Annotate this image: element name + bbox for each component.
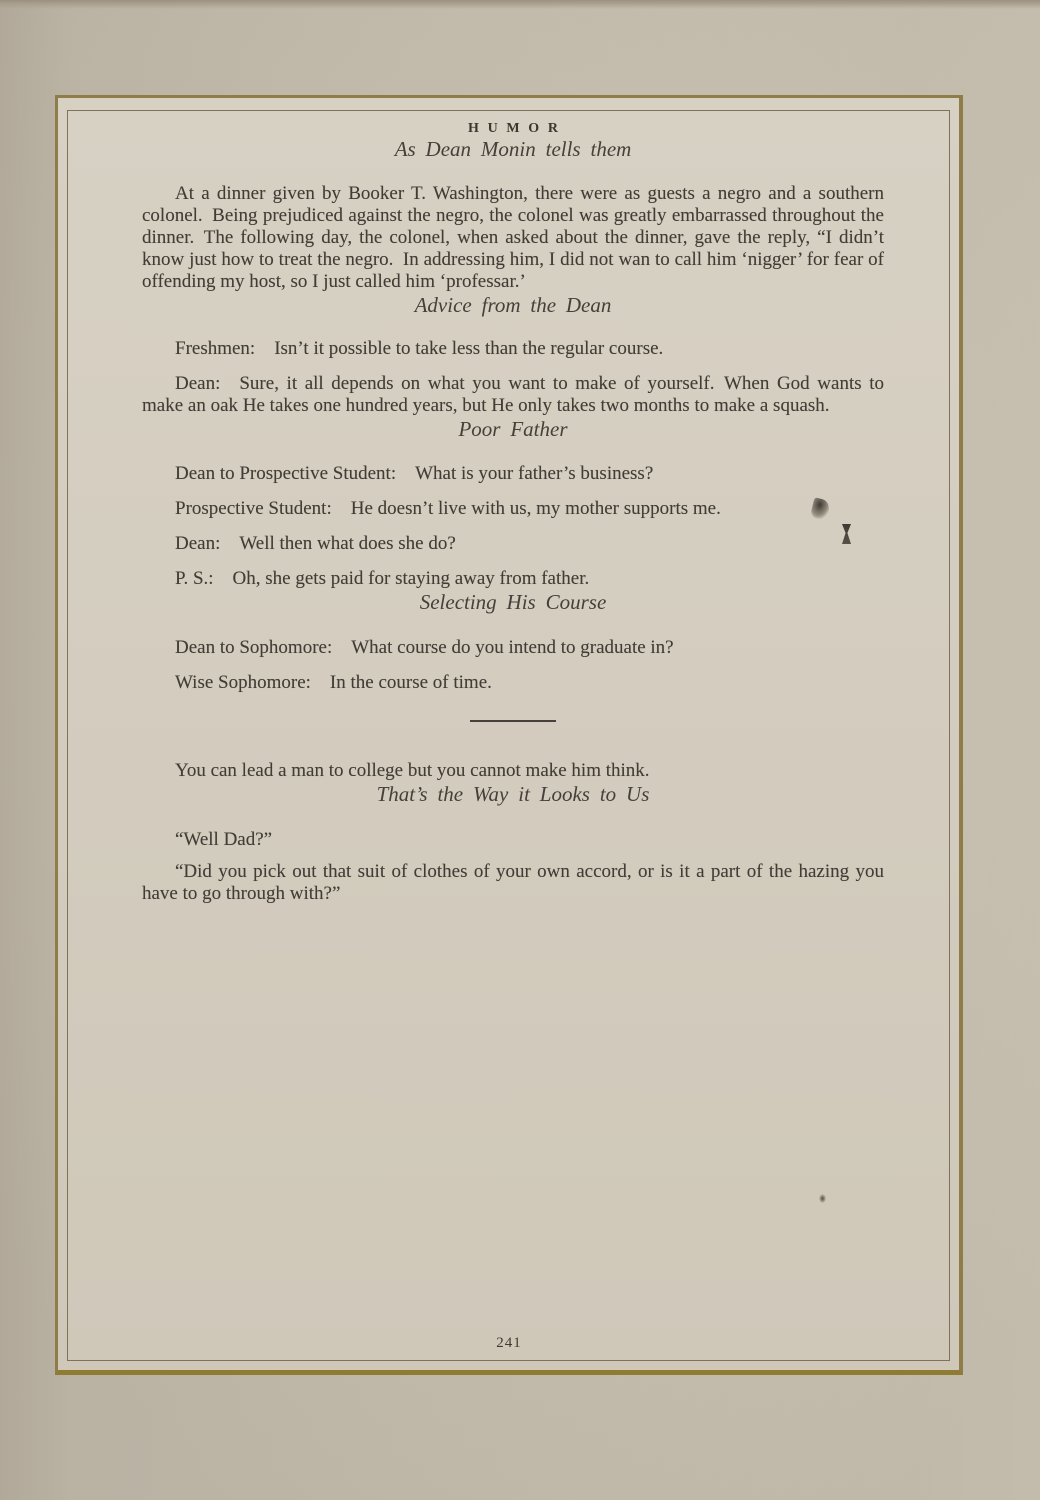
ink-smudge-speck: [819, 1194, 826, 1203]
dialogue-line-dean-advice: Dean: Sure, it all depends on what you want to make of yourself. When God wants to make an oak He takes one hundred years, but He only takes two months to make a squash.: [142, 373, 884, 416]
section-title-thats-the-way-it-looks-to-us: That’s the Way it Looks to Us: [376, 782, 650, 806]
dialogue-line-dean-to-prospective-student: Dean to Prospective Student: What is your father’s business?: [175, 463, 654, 484]
section-title-poor-father: Poor Father: [458, 417, 568, 441]
page-content: [68, 110, 950, 1360]
dialogue-line-prospective-student: Prospective Student: He doesn’t live with us, my mother supports me.: [175, 498, 721, 519]
section-title-selecting-his-course: Selecting His Course: [419, 590, 607, 614]
page-number: 241: [496, 1335, 522, 1351]
running-head: HUMOR: [468, 121, 567, 136]
dialogue-line-well-dad: “Well Dad?”: [175, 829, 273, 850]
dialogue-line-dean-to-sophomore: Dean to Sophomore: What course do you intend to graduate in?: [175, 637, 674, 658]
section-title-advice-from-the-dean: Advice from the Dean: [414, 293, 612, 317]
joke-paragraph-dinner: At a dinner given by Booker T. Washington, there were as guests a negro and a southern colonel. Being prejudiced against the negro, the colonel was greatly embarrassed throughout the dinner. The following day, the colonel, when asked about the dinner, gave the reply, “I didn’t know just how to treat the negro. In addressing him, I did not wan to call him ‘nigger’ for fear of offending my host, so I just called him ‘professar.’: [142, 183, 884, 292]
page-top-edge: [0, 0, 1040, 9]
section-title-as-dean-monin-tells-them: As Dean Monin tells them: [394, 137, 632, 161]
dialogue-line-suit-of-clothes: “Did you pick out that suit of clothes of your own accord, or is it a part of the hazing you have to go through with?”: [142, 861, 884, 904]
dialogue-line-wise-sophomore: Wise Sophomore: In the course of time.: [175, 672, 492, 693]
section-divider-rule: [470, 720, 556, 722]
dialogue-line-ps-answer: P. S.: Oh, she gets paid for staying away from father.: [175, 568, 590, 589]
dialogue-line-dean-question: Dean: Well then what does she do?: [175, 533, 456, 554]
dialogue-line-freshmen: Freshmen: Isn’t it possible to take less than the regular course.: [175, 338, 664, 359]
aphorism-line: You can lead a man to college but you cannot make him think.: [175, 760, 650, 781]
